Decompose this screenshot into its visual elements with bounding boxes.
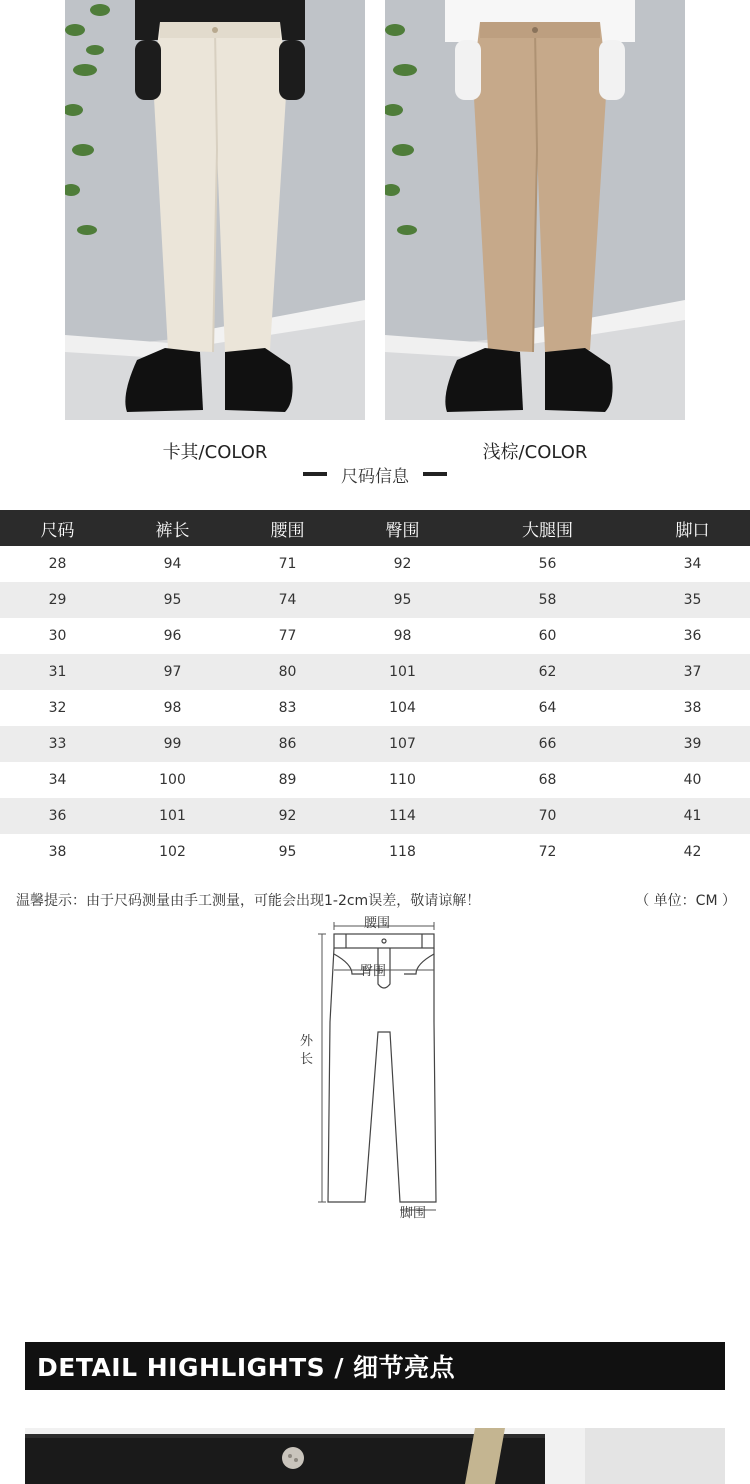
- detail-highlights-title: DETAIL HIGHLIGHTS / 细节亮点: [37, 1353, 456, 1382]
- cell-length: 94: [163, 556, 182, 572]
- cell-hem: 41: [635, 798, 750, 834]
- cell-waist: 80: [230, 654, 345, 690]
- pants-outline-icon: [290, 912, 460, 1222]
- unit-label: （ 单位：CM ）: [635, 893, 736, 909]
- cell-waist: 92: [230, 798, 345, 834]
- table-row: [0, 582, 750, 618]
- cell-thigh: 70: [460, 798, 635, 834]
- cell-size: 28: [48, 556, 67, 572]
- cell-hem: 40: [683, 772, 702, 788]
- label-hip: 臀围: [360, 964, 387, 979]
- cell-hip: 110: [389, 772, 416, 788]
- label-length-1: 外: [300, 1034, 314, 1049]
- cell-thigh: 68: [538, 772, 557, 788]
- cell-waist: 83: [278, 700, 297, 716]
- cell-hip: 114: [345, 798, 460, 834]
- heading-dash-right: [423, 472, 447, 476]
- header-length: 裤长: [115, 510, 230, 546]
- cell-length: 98: [163, 700, 182, 716]
- cell-hem: 36: [683, 628, 702, 644]
- table-row: [0, 690, 750, 726]
- header-size: 尺码: [0, 510, 115, 546]
- cell-hip: 104: [389, 700, 416, 716]
- cell-hem: 35: [635, 582, 750, 618]
- cell-hip: 95: [345, 582, 460, 618]
- cell-length: 99: [115, 726, 230, 762]
- pants-measurement-diagram: [290, 912, 460, 1222]
- cell-thigh: 58: [460, 582, 635, 618]
- cell-hip: 92: [393, 556, 412, 572]
- cell-hem: 38: [683, 700, 702, 716]
- cell-waist: 86: [230, 726, 345, 762]
- cell-size: 32: [48, 700, 67, 716]
- cell-size: 36: [0, 798, 115, 834]
- cell-hem: 42: [683, 844, 702, 860]
- cell-size: 33: [0, 726, 115, 762]
- cell-length: 96: [163, 628, 182, 644]
- label-waist: 腰围: [364, 916, 391, 931]
- cell-waist: 77: [278, 628, 297, 644]
- cell-hip: 118: [389, 844, 416, 860]
- cell-length: 100: [159, 772, 186, 788]
- size-info-heading-text: 尺码信息: [341, 466, 409, 487]
- cell-thigh: 60: [538, 628, 557, 644]
- cell-hip: 107: [345, 726, 460, 762]
- detail-highlights-banner: [25, 1342, 725, 1390]
- label-length-2: 长: [300, 1052, 314, 1067]
- cell-thigh: 64: [538, 700, 557, 716]
- table-row: [0, 834, 750, 870]
- color-label-light-brown: 浅棕/COLOR: [482, 442, 588, 463]
- cell-waist: 95: [278, 844, 297, 860]
- cell-hip: 98: [393, 628, 412, 644]
- cell-size: 38: [48, 844, 67, 860]
- cell-size: 31: [0, 654, 115, 690]
- table-row: [0, 762, 750, 798]
- table-row: [0, 546, 750, 582]
- label-hem: 脚围: [400, 1206, 427, 1221]
- product-photo-light-brown: [385, 0, 685, 420]
- detail-photo: [25, 1428, 725, 1484]
- cell-hem: 34: [683, 556, 702, 572]
- cell-length: 95: [115, 582, 230, 618]
- color-label-khaki: 卡其/COLOR: [162, 442, 268, 463]
- measurement-note: 温馨提示：由于尺码测量由手工测量，可能会出现1-2cm误差，敬请谅解！: [16, 893, 481, 909]
- header-hem: 脚口: [635, 510, 750, 546]
- cell-length: 97: [115, 654, 230, 690]
- size-table-header: [0, 510, 750, 546]
- table-row: [0, 618, 750, 654]
- header-thigh: 大腿围: [460, 510, 635, 546]
- size-info-heading: [0, 463, 750, 485]
- product-photo-khaki: [65, 0, 365, 420]
- cell-hem: 39: [635, 726, 750, 762]
- cell-waist: 74: [230, 582, 345, 618]
- cell-length: 102: [159, 844, 186, 860]
- header-hip: 臀围: [345, 510, 460, 546]
- table-row: [0, 798, 750, 834]
- cell-size: 30: [48, 628, 67, 644]
- cell-hip: 101: [345, 654, 460, 690]
- cell-waist: 71: [278, 556, 297, 572]
- header-waist: 腰围: [230, 510, 345, 546]
- cell-thigh: 66: [460, 726, 635, 762]
- cell-thigh: 56: [538, 556, 557, 572]
- table-row: [0, 654, 750, 690]
- cell-thigh: 72: [538, 844, 557, 860]
- heading-dash-left: [303, 472, 327, 476]
- cell-length: 101: [115, 798, 230, 834]
- cell-thigh: 62: [460, 654, 635, 690]
- cell-hem: 37: [635, 654, 750, 690]
- cell-size: 34: [48, 772, 67, 788]
- table-row: [0, 726, 750, 762]
- cell-waist: 89: [278, 772, 297, 788]
- size-table: [0, 510, 750, 870]
- cell-size: 29: [0, 582, 115, 618]
